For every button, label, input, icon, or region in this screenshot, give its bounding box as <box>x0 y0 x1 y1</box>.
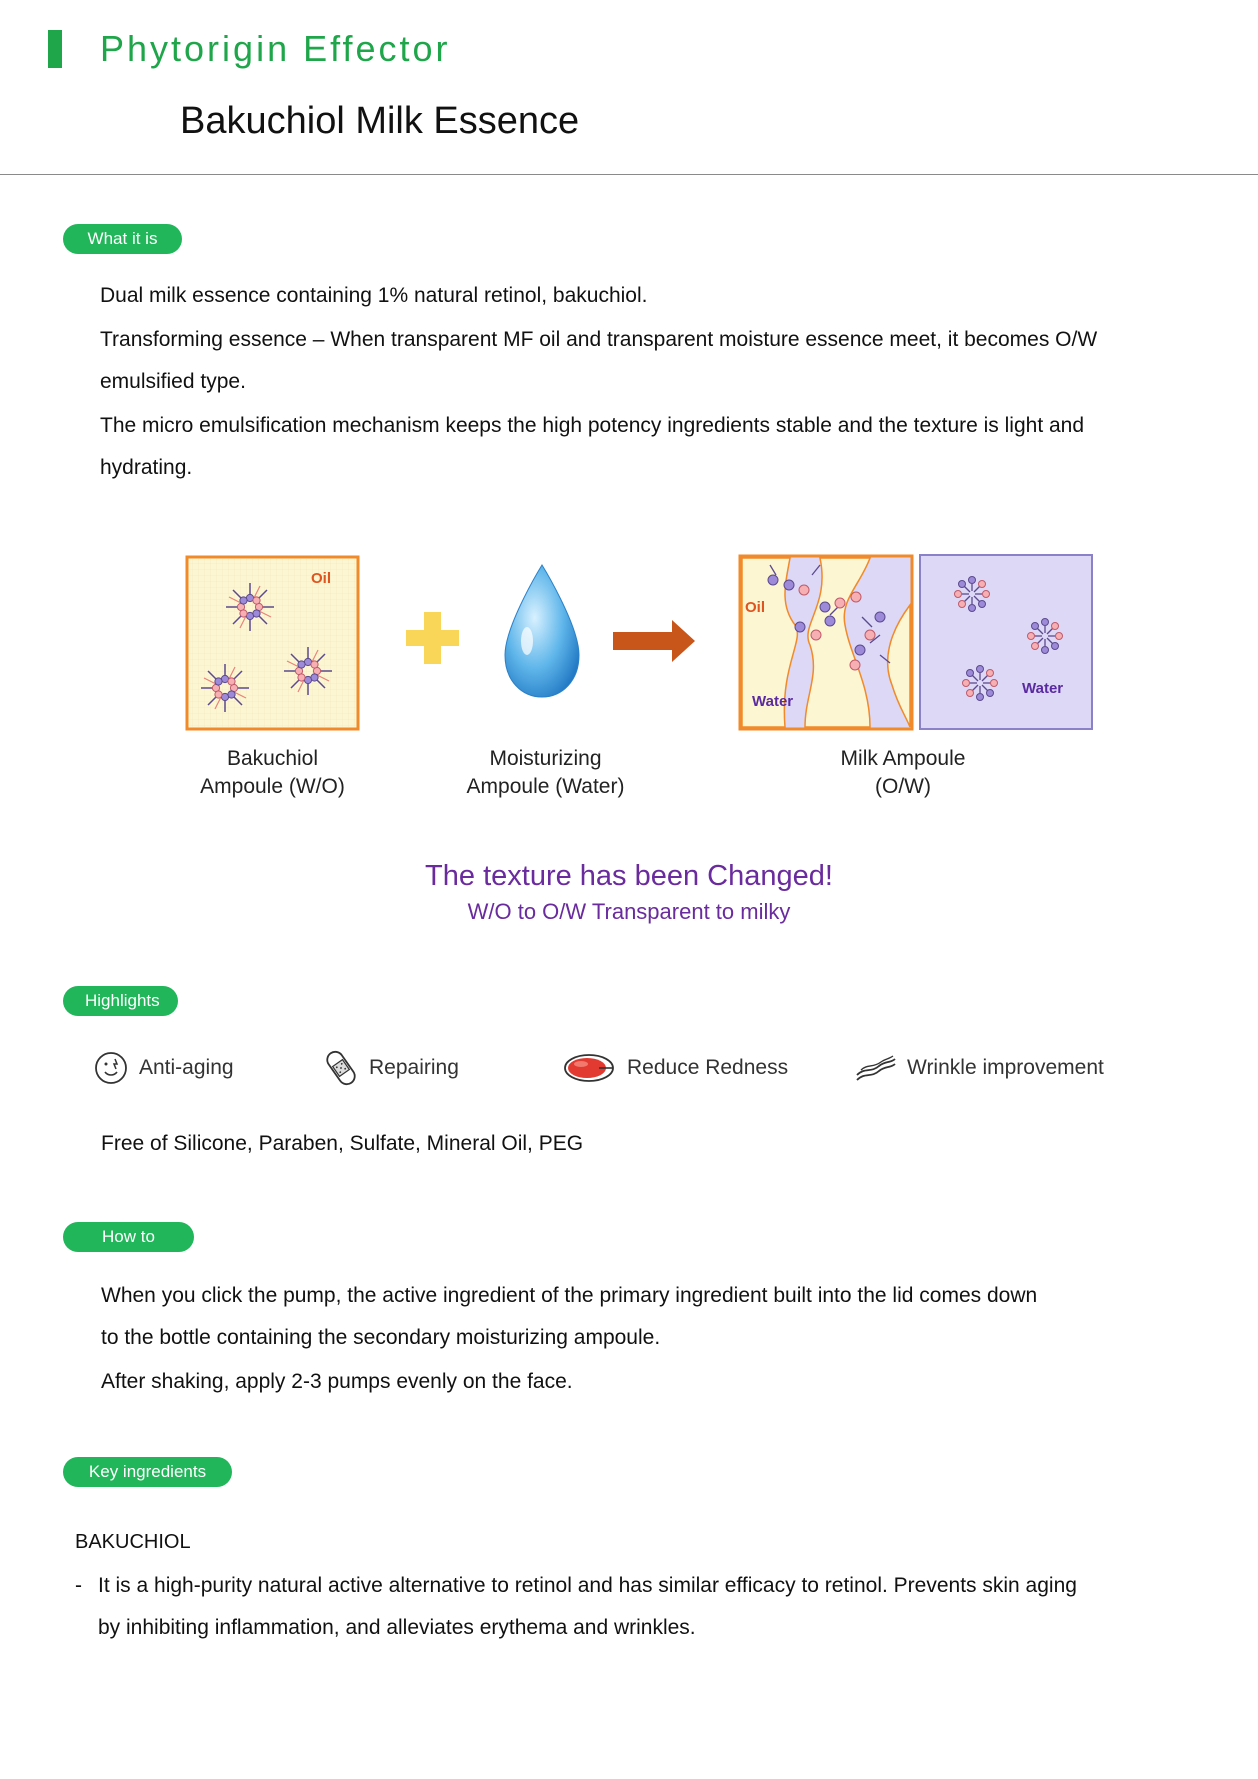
section-label-how-to-use: How to Use <box>63 1222 194 1252</box>
text-line: emulsified type. <box>100 370 246 393</box>
text-line: by inhibiting inflammation, and alleviates erythema and wrinkles. <box>98 1616 696 1639</box>
caption-bakuchiol-ampoule <box>170 745 375 801</box>
text-line: to the bottle containing the secondary moisturizing ampoule. <box>101 1326 661 1349</box>
wrinkle-icon <box>855 1053 897 1083</box>
caption-line: (O/W) <box>875 775 931 798</box>
brand-accent-bar <box>48 30 62 68</box>
mixed-water-label: Water <box>752 693 794 710</box>
text-line: It is a high-purity natural active alternative to retinol and has similar efficacy to retinol. Prevents skin aging <box>98 1574 1077 1597</box>
milk-ampoule-mixed-box <box>740 556 912 729</box>
text-line: Dual milk essence containing 1% natural retinol, bakuchiol. <box>100 284 648 307</box>
section-label-what-it-is: What it is <box>63 224 182 254</box>
caption-line: Milk Ampoule <box>840 747 966 770</box>
how-to-use-text <box>101 1275 1201 1403</box>
ingredient-description <box>98 1565 1198 1649</box>
page-title: Bakuchiol Milk Essence <box>180 100 580 142</box>
ingredient-bullet: - <box>75 1574 82 1597</box>
arrow-right-icon <box>613 620 695 662</box>
oil-label: Oil <box>311 570 332 587</box>
free-of-text: Free of Silicone, Paraben, Sulfate, Mineral Oil, PEG <box>101 1132 584 1155</box>
text-line: Transforming essence – When transparent MF oil and transparent moisture essence meet, it becomes O/W <box>100 328 1098 351</box>
highlight-repairing <box>323 1046 459 1090</box>
brand-name: Phytorigin Effector <box>100 28 451 69</box>
text-line: hydrating. <box>100 456 193 479</box>
texture-headline: The texture has been Changed! <box>425 860 833 892</box>
mixed-oil-label: Oil <box>745 599 766 616</box>
milk-ampoule-water-box <box>920 555 1092 729</box>
water-drop-icon <box>505 565 579 697</box>
caption-milk-ampoule <box>793 745 1013 801</box>
highlight-label: Anti-aging <box>139 1056 234 1079</box>
plus-icon <box>406 612 459 664</box>
text-line: After shaking, apply 2-3 pumps evenly on the face. <box>101 1370 573 1393</box>
water-label: Water <box>1022 680 1064 697</box>
highlight-label: Repairing <box>369 1056 459 1079</box>
text-line: The micro emulsification mechanism keeps the high potency ingredients stable and the texture is light and <box>100 414 1085 437</box>
bandage-icon <box>323 1048 359 1088</box>
ingredient-name: BAKUCHIOL <box>75 1531 191 1553</box>
caption-line: Bakuchiol <box>226 747 319 770</box>
highlight-anti-aging <box>93 1046 234 1090</box>
highlight-wrinkle-improvement <box>855 1046 1104 1090</box>
texture-subline: W/O to O/W Transparent to milky <box>467 899 791 924</box>
face-icon <box>93 1050 129 1086</box>
highlight-label: Wrinkle improvement <box>907 1056 1104 1079</box>
section-label-highlights: Highlights <box>63 986 178 1016</box>
caption-line: Ampoule (Water) <box>466 775 625 798</box>
caption-line: Moisturizing <box>489 747 602 770</box>
redness-icon <box>563 1050 617 1086</box>
section-label-key-ingredients: Key ingredients <box>63 1457 232 1487</box>
header-divider <box>0 174 1258 175</box>
caption-line: Ampoule (W/O) <box>200 775 345 798</box>
bakuchiol-ampoule-box <box>187 557 358 729</box>
highlight-reduce-redness <box>563 1046 788 1090</box>
emulsion-diagram <box>180 545 1120 740</box>
what-it-is-text <box>100 275 1200 489</box>
caption-moisturizing-ampoule <box>438 745 653 801</box>
text-line: When you click the pump, the active ingredient of the primary ingredient built into the lid comes down <box>101 1284 1038 1307</box>
highlight-label: Reduce Redness <box>627 1056 789 1079</box>
